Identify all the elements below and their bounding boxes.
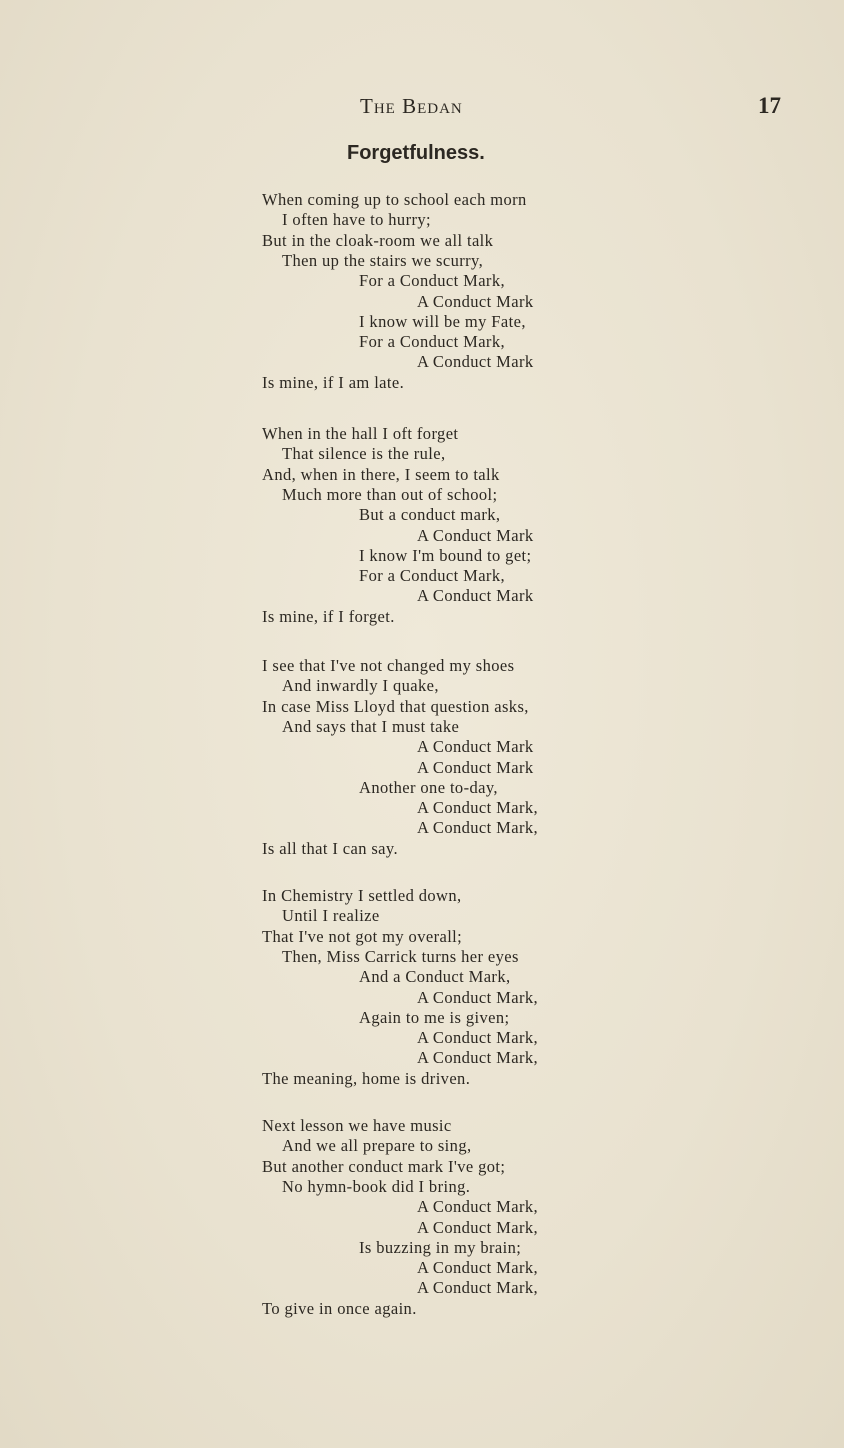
poem-line: To give in once again. — [262, 1298, 417, 1318]
poem-line: But in the cloak-room we all talk — [262, 230, 494, 250]
poem-line: And says that I must take — [282, 716, 460, 736]
poem-line: A Conduct Mark, — [417, 1197, 539, 1217]
poem-line: I know I'm bound to get; — [359, 545, 532, 565]
poem-line: When in the hall I oft forget — [262, 424, 459, 443]
poem-line: Is all that I can say. — [262, 838, 399, 858]
poem-line: I know will be my Fate, — [359, 311, 526, 331]
poem-line: A Conduct Mark, — [417, 1258, 539, 1278]
page-number: 17 — [758, 93, 781, 118]
poem-line: A Conduct Mark — [417, 291, 534, 311]
poem-line: Much more than out of school; — [282, 484, 498, 504]
poem-line: Then, Miss Carrick turns her eyes — [282, 946, 519, 966]
poem-title: Forgetfulness. — [347, 142, 485, 164]
poem-line: The meaning, home is driven. — [262, 1068, 471, 1088]
poem-line: A Conduct Mark — [417, 737, 534, 757]
poem-line: A Conduct Mark, — [417, 1048, 539, 1068]
poem-line: A Conduct Mark — [417, 757, 534, 777]
poem-line: A Conduct Mark, — [417, 798, 539, 818]
poem-line: And inwardly I quake, — [282, 676, 439, 696]
poem-line: When coming up to school each morn — [262, 190, 527, 209]
poem-line: Until I realize — [282, 906, 380, 926]
poem-line: A Conduct Mark — [417, 352, 534, 372]
poem-line: In case Miss Lloyd that question asks, — [262, 696, 529, 716]
poem-line: Another one to-day, — [359, 777, 498, 797]
poem-line: And a Conduct Mark, — [359, 967, 511, 987]
poem-line: A Conduct Mark, — [417, 1278, 539, 1298]
poem-line: That silence is the rule, — [282, 444, 446, 464]
poem-line: A Conduct Mark, — [417, 1028, 539, 1048]
poem-line: For a Conduct Mark, — [359, 271, 505, 291]
poem-line: A Conduct Mark, — [417, 1217, 539, 1237]
poem-line: I see that I've not changed my shoes — [262, 656, 515, 675]
poem-line: A Conduct Mark, — [417, 987, 539, 1007]
poem-line: For a Conduct Mark, — [359, 566, 505, 586]
poem-line: Is mine, if I forget. — [262, 606, 395, 626]
poem-line: I often have to hurry; — [282, 210, 432, 230]
poem-line: Is buzzing in my brain; — [359, 1237, 522, 1257]
poem-line: In Chemistry I settled down, — [262, 886, 462, 905]
poem-line: For a Conduct Mark, — [359, 332, 505, 352]
poem-line: A Conduct Mark — [417, 586, 534, 606]
poem-line: But a conduct mark, — [359, 505, 501, 525]
poem-line: Again to me is given; — [359, 1007, 510, 1027]
poem-line: Next lesson we have music — [262, 1116, 452, 1135]
poem-line: That I've not got my overall; — [262, 926, 463, 946]
poem-line: No hymn-book did I bring. — [282, 1176, 471, 1196]
poem-line: But another conduct mark I've got; — [262, 1156, 506, 1176]
poem-line: Is mine, if I am late. — [262, 372, 405, 392]
poem-line: Then up the stairs we scurry, — [282, 250, 484, 270]
poem-line: A Conduct Mark, — [417, 818, 539, 838]
running-header-title: The Bedan — [360, 94, 463, 118]
poem-line: And we all prepare to sing, — [282, 1136, 472, 1156]
poem-line: And, when in there, I seem to talk — [262, 464, 500, 484]
poem-line: A Conduct Mark — [417, 525, 534, 545]
